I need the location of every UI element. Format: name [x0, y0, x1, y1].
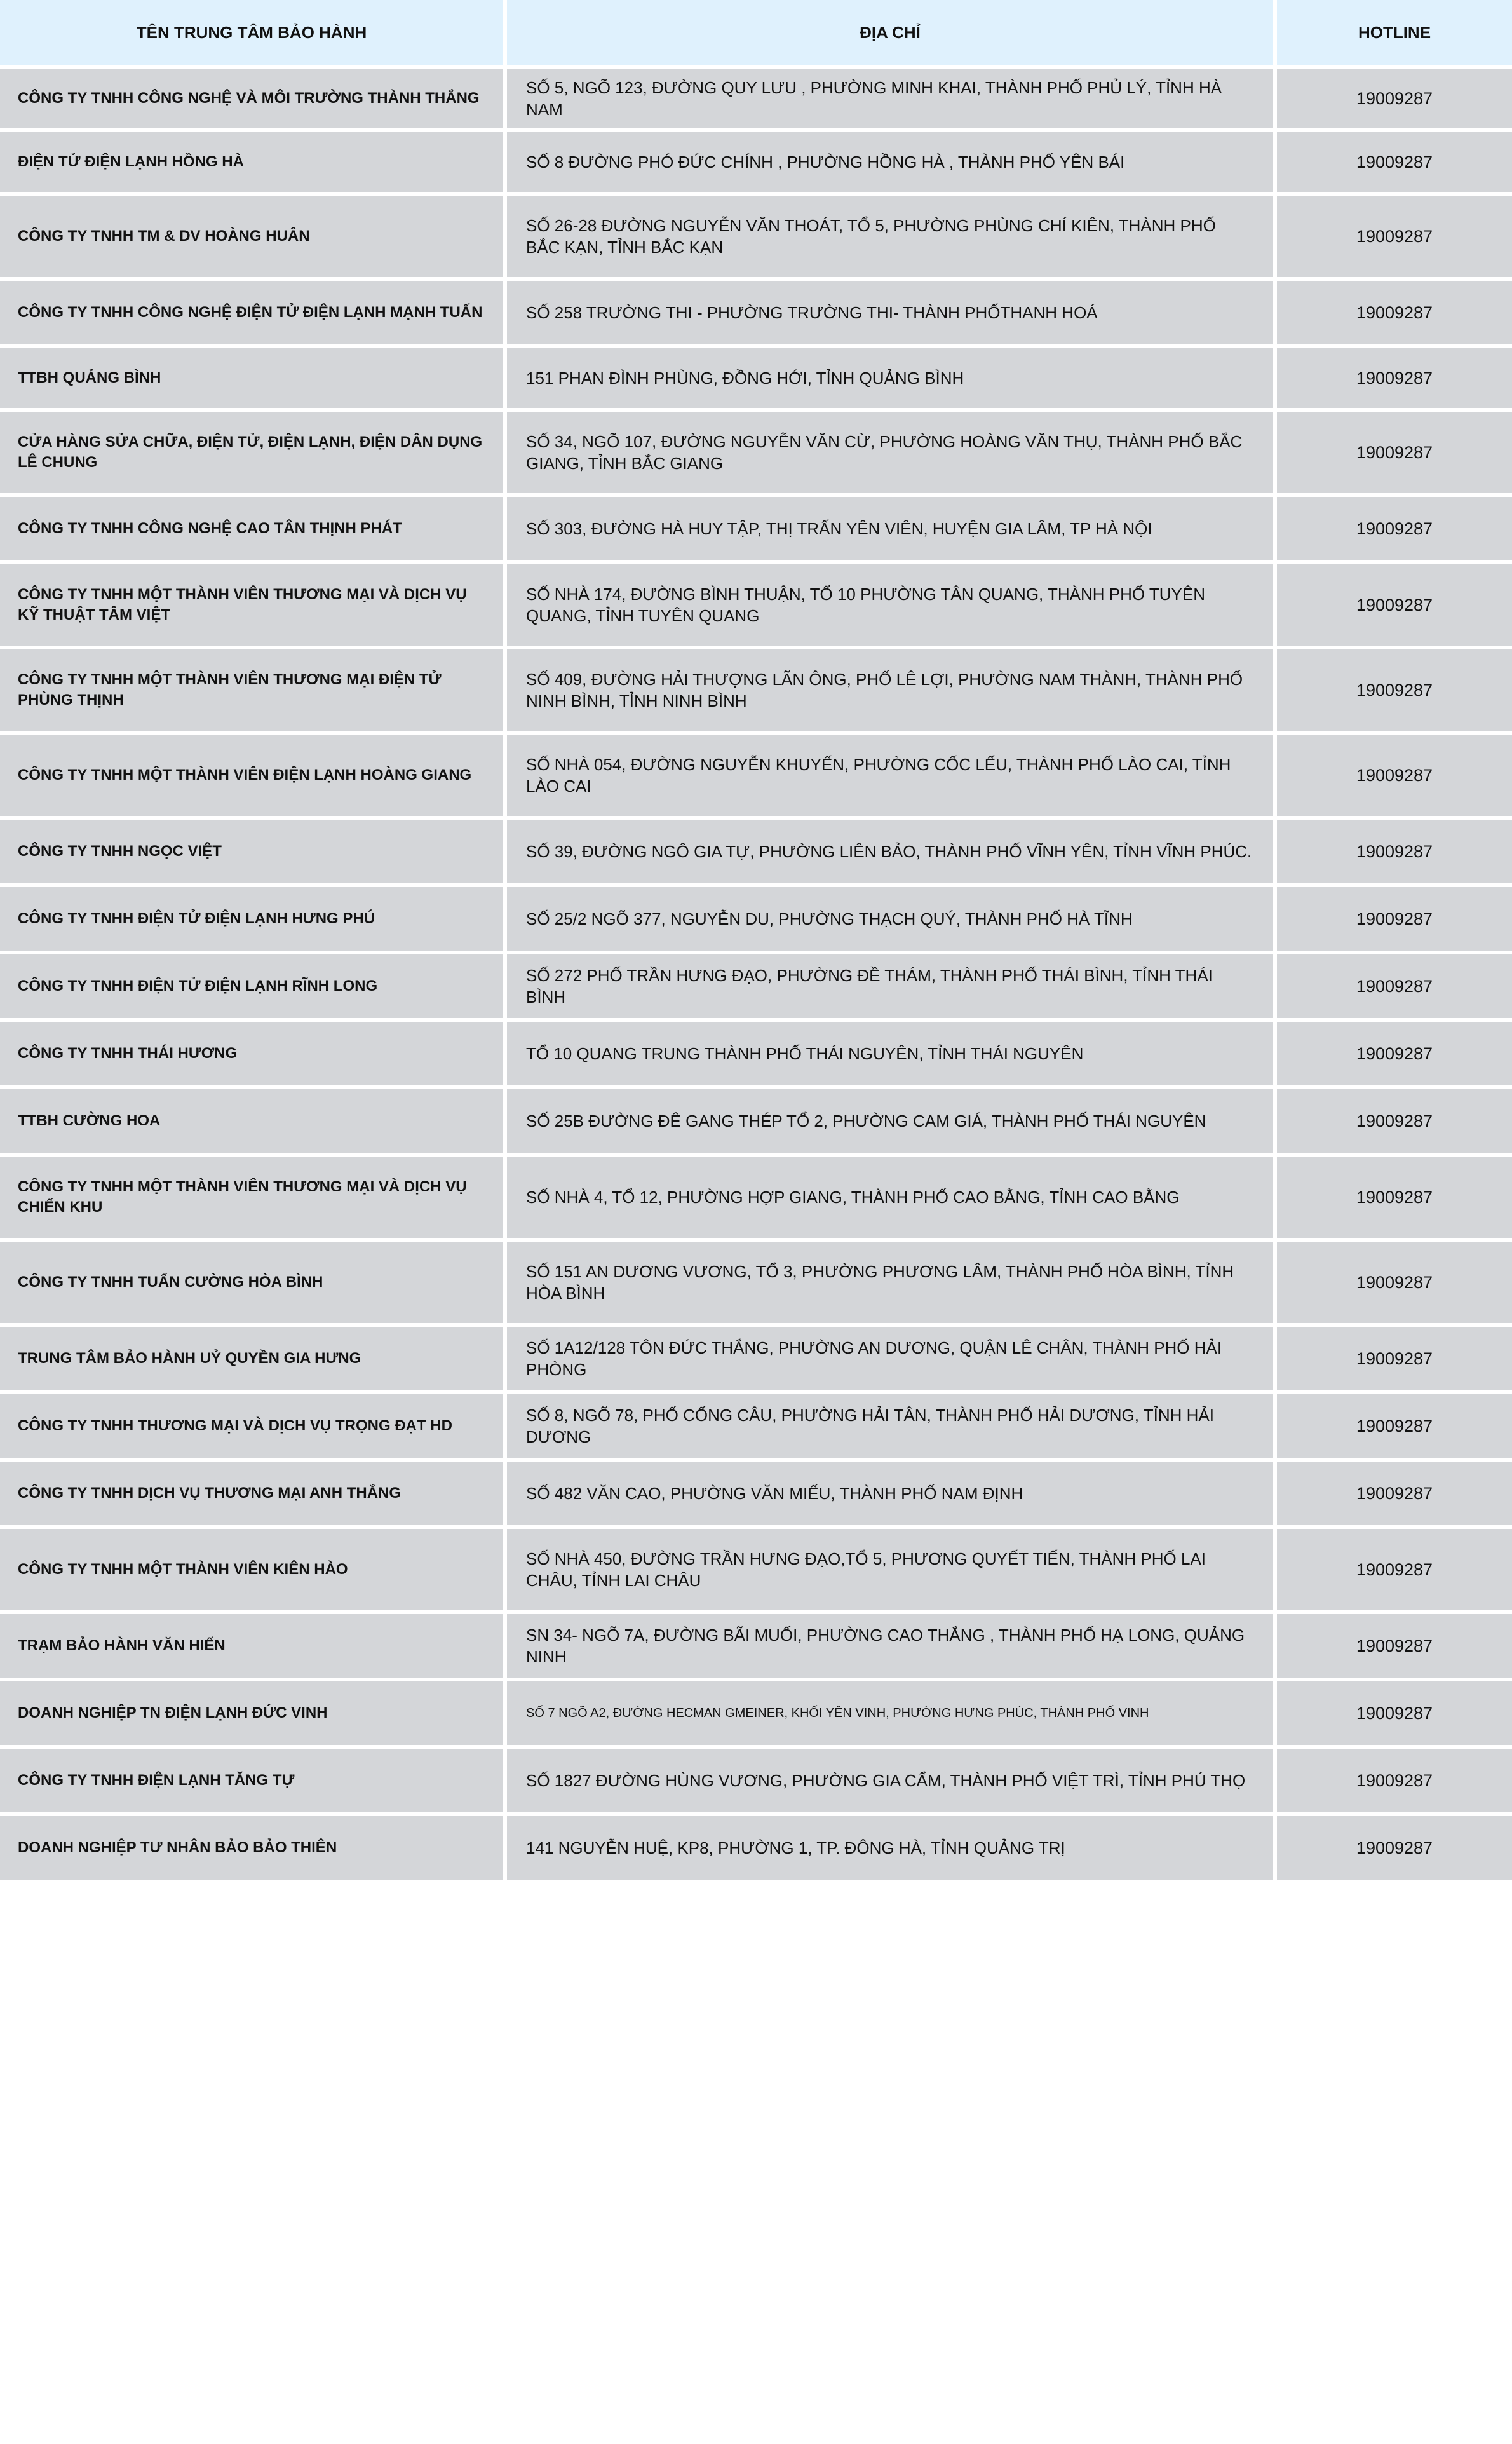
center-hotline: 19009287 [1277, 735, 1512, 820]
center-address: 141 NGUYỄN HUỆ, KP8, PHƯỜNG 1, TP. ĐÔNG HÀ, TỈNH QUẢNG TRỊ [507, 1816, 1277, 1884]
table-row [0, 1089, 1512, 1157]
center-name: CÔNG TY TNHH ĐIỆN TỬ ĐIỆN LẠNH RĨNH LONG [0, 954, 507, 1022]
center-hotline: 19009287 [1277, 1749, 1512, 1816]
table-row [0, 69, 1512, 132]
center-hotline: 19009287 [1277, 887, 1512, 954]
center-address: SỐ 272 PHỐ TRẦN HƯNG ĐẠO, PHƯỜNG ĐỀ THÁM, THÀNH PHỐ THÁI BÌNH, TỈNH THÁI BÌNH [507, 954, 1277, 1022]
table-row [0, 735, 1512, 820]
center-hotline: 19009287 [1277, 1022, 1512, 1089]
header-center-name: TÊN TRUNG TÂM BẢO HÀNH [0, 0, 507, 69]
table-row [0, 954, 1512, 1022]
table-row [0, 497, 1512, 564]
center-hotline: 19009287 [1277, 1614, 1512, 1681]
center-hotline: 19009287 [1277, 564, 1512, 649]
center-hotline: 19009287 [1277, 69, 1512, 132]
center-hotline: 19009287 [1277, 412, 1512, 497]
center-name: CÔNG TY TNHH MỘT THÀNH VIÊN THƯƠNG MẠI VÀ DỊCH VỤ CHIẾN KHU [0, 1157, 507, 1242]
table-body [0, 69, 1512, 1884]
center-name: CÔNG TY TNHH TUẤN CƯỜNG HÒA BÌNH [0, 1242, 507, 1327]
center-address: SỐ 8, NGÕ 78, PHỐ CỐNG CÂU, PHƯỜNG HẢI TÂN, THÀNH PHỐ HẢI DƯƠNG, TỈNH HẢI DƯƠNG [507, 1394, 1277, 1462]
center-name: TRẠM BẢO HÀNH VĂN HIẾN [0, 1614, 507, 1681]
center-hotline: 19009287 [1277, 1327, 1512, 1394]
center-name: CÔNG TY TNHH CÔNG NGHỆ ĐIỆN TỬ ĐIỆN LẠNH MẠNH TUẤN [0, 281, 507, 348]
center-address: SỐ 482 VĂN CAO, PHƯỜNG VĂN MIẾU, THÀNH PHỐ NAM ĐỊNH [507, 1462, 1277, 1529]
center-hotline: 19009287 [1277, 196, 1512, 281]
center-address: SỐ 34, NGÕ 107, ĐƯỜNG NGUYỄN VĂN CỪ, PHƯỜNG HOÀNG VĂN THỤ, THÀNH PHỐ BẮC GIANG, TỈNH BẮC GIANG [507, 412, 1277, 497]
center-address: SỐ NHÀ 054, ĐƯỜNG NGUYỄN KHUYẾN, PHƯỜNG CỐC LẾU, THÀNH PHỐ LÀO CAI, TỈNH LÀO CAI [507, 735, 1277, 820]
center-address: SỐ NHÀ 174, ĐƯỜNG BÌNH THUẬN, TỔ 10 PHƯỜNG TÂN QUANG, THÀNH PHỐ TUYÊN QUANG, TỈNH TUYÊN QUANG [507, 564, 1277, 649]
center-hotline: 19009287 [1277, 649, 1512, 735]
center-name: CÔNG TY TNHH CÔNG NGHỆ VÀ MÔI TRƯỜNG THÀNH THẮNG [0, 69, 507, 132]
table-row [0, 348, 1512, 412]
center-hotline: 19009287 [1277, 497, 1512, 564]
center-name: DOANH NGHIỆP TƯ NHÂN BẢO BẢO THIÊN [0, 1816, 507, 1884]
center-address: 151 PHAN ĐÌNH PHÙNG, ĐỒNG HỚI, TỈNH QUẢNG BÌNH [507, 348, 1277, 412]
center-address: SỐ 25B ĐƯỜNG ĐÊ GANG THÉP TỔ 2, PHƯỜNG CAM GIÁ, THÀNH PHỐ THÁI NGUYÊN [507, 1089, 1277, 1157]
center-name: DOANH NGHIỆP TN ĐIỆN LẠNH ĐỨC VINH [0, 1681, 507, 1749]
table-row [0, 1157, 1512, 1242]
center-address: SỐ 7 NGÕ A2, ĐƯỜNG HECMAN GMEINER, KHỐI YÊN VINH, PHƯỜNG HƯNG PHÚC, THÀNH PHỐ VINH [507, 1681, 1277, 1749]
center-hotline: 19009287 [1277, 1157, 1512, 1242]
center-address: SỐ 1A12/128 TÔN ĐỨC THẮNG, PHƯỜNG AN DƯƠNG, QUẬN LÊ CHÂN, THÀNH PHỐ HẢI PHÒNG [507, 1327, 1277, 1394]
table-row [0, 564, 1512, 649]
center-hotline: 19009287 [1277, 1242, 1512, 1327]
center-name: CÔNG TY TNHH MỘT THÀNH VIÊN KIÊN HÀO [0, 1529, 507, 1614]
center-name: CÔNG TY TNHH MỘT THÀNH VIÊN THƯƠNG MẠI VÀ DỊCH VỤ KỸ THUẬT TÂM VIỆT [0, 564, 507, 649]
table-row [0, 281, 1512, 348]
table-row [0, 820, 1512, 887]
center-address: SỐ 303, ĐƯỜNG HÀ HUY TẬP, THỊ TRẤN YÊN VIÊN, HUYỆN GIA LÂM, TP HÀ NỘI [507, 497, 1277, 564]
table-row [0, 887, 1512, 954]
table-row [0, 196, 1512, 281]
center-hotline: 19009287 [1277, 1394, 1512, 1462]
center-address: SỐ 25/2 NGÕ 377, NGUYỄN DU, PHƯỜNG THẠCH QUÝ, THÀNH PHỐ HÀ TĨNH [507, 887, 1277, 954]
center-name: TTBH CƯỜNG HOA [0, 1089, 507, 1157]
table-row [0, 1394, 1512, 1462]
center-hotline: 19009287 [1277, 1089, 1512, 1157]
center-address: SỐ 39, ĐƯỜNG NGÔ GIA TỰ, PHƯỜNG LIÊN BẢO, THÀNH PHỐ VĨNH YÊN, TỈNH VĨNH PHÚC. [507, 820, 1277, 887]
center-name: TRUNG TÂM BẢO HÀNH UỶ QUYỀN GIA HƯNG [0, 1327, 507, 1394]
center-address: SỐ 8 ĐƯỜNG PHÓ ĐỨC CHÍNH , PHƯỜNG HỒNG HÀ , THÀNH PHỐ YÊN BÁI [507, 132, 1277, 196]
center-name: CÔNG TY TNHH THƯƠNG MẠI VÀ DỊCH VỤ TRỌNG ĐẠT HD [0, 1394, 507, 1462]
table-row [0, 1327, 1512, 1394]
center-name: CÔNG TY TNHH MỘT THÀNH VIÊN ĐIỆN LẠNH HOÀNG GIANG [0, 735, 507, 820]
center-address: SỐ 1827 ĐƯỜNG HÙNG VƯƠNG, PHƯỜNG GIA CẨM, THÀNH PHỐ VIỆT TRÌ, TỈNH PHÚ THỌ [507, 1749, 1277, 1816]
table-row [0, 1816, 1512, 1884]
table-row [0, 1614, 1512, 1681]
center-name: CÔNG TY TNHH ĐIỆN LẠNH TĂNG TỰ [0, 1749, 507, 1816]
center-address: SỐ 26-28 ĐƯỜNG NGUYỄN VĂN THOÁT, TỔ 5, PHƯỜNG PHÙNG CHÍ KIÊN, THÀNH PHỐ BẮC KẠN, TỈNH BẮC KẠN [507, 196, 1277, 281]
table-row [0, 1749, 1512, 1816]
center-hotline: 19009287 [1277, 281, 1512, 348]
header-hotline: HOTLINE [1277, 0, 1512, 69]
center-hotline: 19009287 [1277, 820, 1512, 887]
table-row [0, 1242, 1512, 1327]
center-hotline: 19009287 [1277, 348, 1512, 412]
table-row [0, 1462, 1512, 1529]
table-row [0, 412, 1512, 497]
center-address: SỐ NHÀ 450, ĐƯỜNG TRẦN HƯNG ĐẠO,TỔ 5, PHƯƠNG QUYẾT TIẾN, THÀNH PHỐ LAI CHÂU, TỈNH LAI CHÂU [507, 1529, 1277, 1614]
center-hotline: 19009287 [1277, 132, 1512, 196]
table-row [0, 1022, 1512, 1089]
center-address: TỔ 10 QUANG TRUNG THÀNH PHỐ THÁI NGUYÊN, TỈNH THÁI NGUYÊN [507, 1022, 1277, 1089]
center-name: TTBH QUẢNG BÌNH [0, 348, 507, 412]
center-address: SN 34- NGÕ 7A, ĐƯỜNG BÃI MUỐI, PHƯỜNG CAO THẮNG , THÀNH PHỐ HẠ LONG, QUẢNG NINH [507, 1614, 1277, 1681]
table-row [0, 1529, 1512, 1614]
center-hotline: 19009287 [1277, 1462, 1512, 1529]
center-name: CÔNG TY TNHH THÁI HƯƠNG [0, 1022, 507, 1089]
header-address: ĐỊA CHỈ [507, 0, 1277, 69]
center-hotline: 19009287 [1277, 1529, 1512, 1614]
center-address: SỐ NHÀ 4, TỔ 12, PHƯỜNG HỢP GIANG, THÀNH PHỐ CAO BẰNG, TỈNH CAO BẰNG [507, 1157, 1277, 1242]
header-row [0, 0, 1512, 69]
center-name: CÔNG TY TNHH TM & DV HOÀNG HUÂN [0, 196, 507, 281]
center-name: ĐIỆN TỬ ĐIỆN LẠNH HỒNG HÀ [0, 132, 507, 196]
center-hotline: 19009287 [1277, 1816, 1512, 1884]
center-name: CÔNG TY TNHH MỘT THÀNH VIÊN THƯƠNG MẠI ĐIỆN TỬ PHÙNG THỊNH [0, 649, 507, 735]
center-hotline: 19009287 [1277, 1681, 1512, 1749]
center-name: CÔNG TY TNHH ĐIỆN TỬ ĐIỆN LẠNH HƯNG PHÚ [0, 887, 507, 954]
center-name: CÔNG TY TNHH DỊCH VỤ THƯƠNG MẠI ANH THẮNG [0, 1462, 507, 1529]
table-header [0, 0, 1512, 69]
center-address: SỐ 258 TRƯỜNG THI - PHƯỜNG TRƯỜNG THI- THÀNH PHỐTHANH HOÁ [507, 281, 1277, 348]
center-name: CỬA HÀNG SỬA CHỮA, ĐIỆN TỬ, ĐIỆN LẠNH, ĐIỆN DÂN DỤNG LÊ CHUNG [0, 412, 507, 497]
center-address: SỐ 5, NGÕ 123, ĐƯỜNG QUY LƯU , PHƯỜNG MINH KHAI, THÀNH PHỐ PHỦ LÝ, TỈNH HÀ NAM [507, 69, 1277, 132]
center-hotline: 19009287 [1277, 954, 1512, 1022]
table-row [0, 649, 1512, 735]
center-address: SỐ 151 AN DƯƠNG VƯƠNG, TỔ 3, PHƯỜNG PHƯƠNG LÂM, THÀNH PHỐ HÒA BÌNH, TỈNH HÒA BÌNH [507, 1242, 1277, 1327]
center-name: CÔNG TY TNHH NGỌC VIỆT [0, 820, 507, 887]
table-row [0, 132, 1512, 196]
center-name: CÔNG TY TNHH CÔNG NGHỆ CAO TÂN THỊNH PHÁT [0, 497, 507, 564]
center-address: SỐ 409, ĐƯỜNG HẢI THƯỢNG LÃN ÔNG, PHỐ LÊ LỢI, PHƯỜNG NAM THÀNH, THÀNH PHỐ NINH BÌNH, TỈNH NINH BÌNH [507, 649, 1277, 735]
table-row [0, 1681, 1512, 1749]
